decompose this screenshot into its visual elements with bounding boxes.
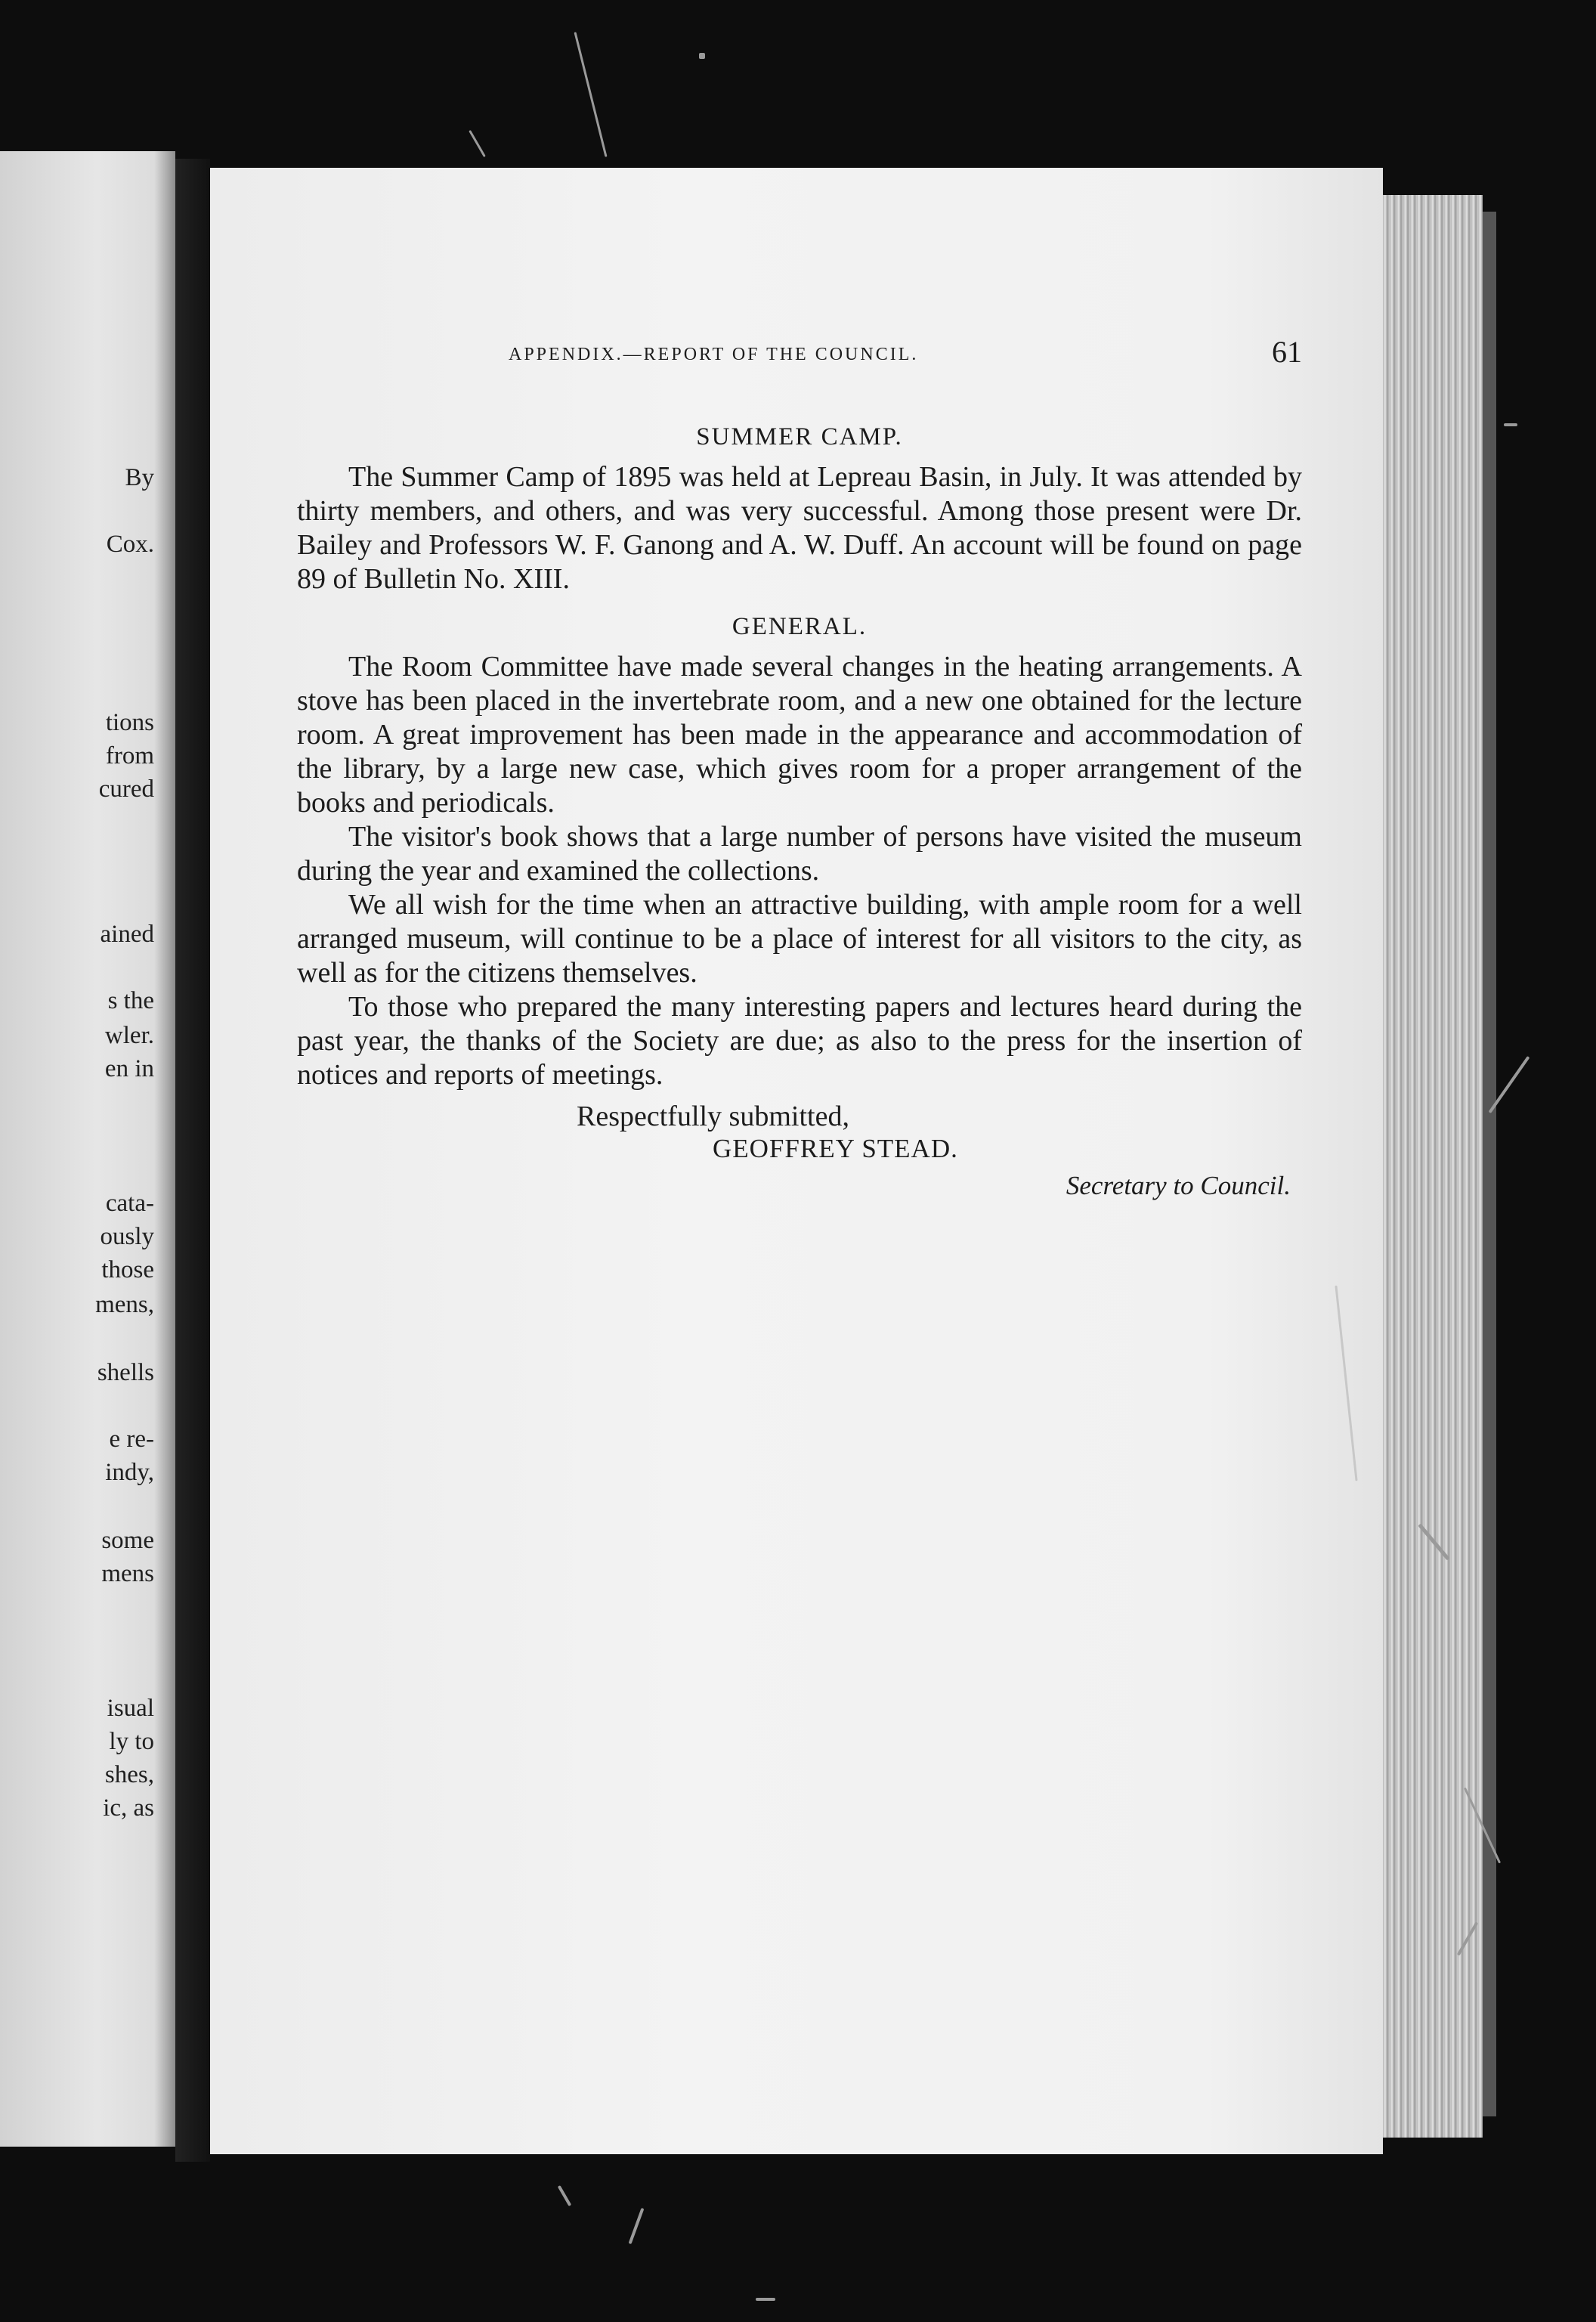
left-page-fragment: cured (98, 776, 154, 803)
film-scratch (469, 130, 486, 157)
left-page-fragment: ously (100, 1223, 154, 1250)
left-page-fragment: shes, (104, 1761, 154, 1788)
page-number: 61 (1272, 335, 1302, 369)
left-page-fragment: those (101, 1256, 154, 1283)
left-page-fragment: ic, as (103, 1794, 154, 1822)
signoff (297, 1100, 1378, 1206)
film-scratch (558, 2185, 571, 2206)
film-dust (1504, 423, 1517, 426)
book-page (210, 168, 1383, 2154)
section-heading-general: GENERAL. (732, 613, 868, 640)
left-page-fragment: e re- (109, 1426, 154, 1453)
left-page-fragment: ained (100, 921, 154, 948)
film-dust (699, 53, 705, 59)
running-head-title: APPENDIX.—REPORT OF THE COUNCIL. (509, 345, 919, 364)
left-page-fragment: s the (107, 987, 154, 1014)
left-page-fragment: ly to (109, 1728, 154, 1755)
left-page-fragment: mens (101, 1560, 154, 1587)
left-page-fragment: isual (107, 1695, 154, 1722)
left-page-fragment: cata- (105, 1190, 154, 1217)
paragraph: The Summer Camp of 1895 was held at Lepreau Basin, in July. It was attended by thirty members, and others, and was very successful. Among those present were Dr. Bailey and Professors W. F. Ganong and A. W. Duff. An account will be found on page 89 of Bulletin No. XIII. (297, 461, 1302, 595)
left-page-fragment: By (125, 464, 154, 491)
left-page-fragment: shells (97, 1359, 154, 1386)
section-heading-summer-camp: SUMMER CAMP. (696, 423, 903, 450)
paragraph: The Room Committee have made several changes in the heating arrangements. A stove has been placed in the invertebrate room, and a new one obtained for the lecture room. A great improvement has been made in the appearance and accommodation of the library, by a large new case, which gives room for a proper arrangement of the books and periodicals. (297, 651, 1302, 819)
signoff-closing: Respectfully submitted, (577, 1101, 849, 1132)
left-facing-page (0, 151, 175, 2147)
signoff-role: Secretary to Council. (1066, 1171, 1291, 1200)
film-dust (756, 2298, 775, 2301)
film-scratch (629, 2208, 645, 2244)
left-page-fragment: from (105, 742, 154, 769)
left-page-fragment: tions (105, 709, 154, 736)
signoff-name: GEOFFREY STEAD. (713, 1134, 958, 1163)
left-page-fragment: en in (104, 1055, 154, 1082)
left-page-fragment: some (101, 1527, 154, 1554)
book-gutter-shadow (175, 159, 210, 2162)
left-page-fragment: Cox. (106, 531, 154, 558)
running-head (297, 334, 1378, 379)
paragraph: The visitor's book shows that a large number of persons have visited the museum during the year and examined the collections. (297, 821, 1302, 887)
left-page-fragment: mens, (95, 1291, 154, 1318)
left-page-fragment: wler. (104, 1022, 154, 1049)
paragraph: To those who prepared the many interesting papers and lectures heard during the past year, the thanks of the Society are due; as also to the press for the insertion of notices and reports of meetings. (297, 991, 1302, 1091)
paragraph: We all wish for the time when an attractive building, with ample room for a well arranged museum, will continue to be a place of interest for all visitors to the city, as well as for the citizens themselves. (297, 889, 1302, 989)
page-text-block (297, 334, 1378, 1206)
page-stack-edge (1383, 195, 1483, 2138)
film-scratch (574, 32, 607, 157)
left-page-fragment: indy, (105, 1459, 154, 1486)
